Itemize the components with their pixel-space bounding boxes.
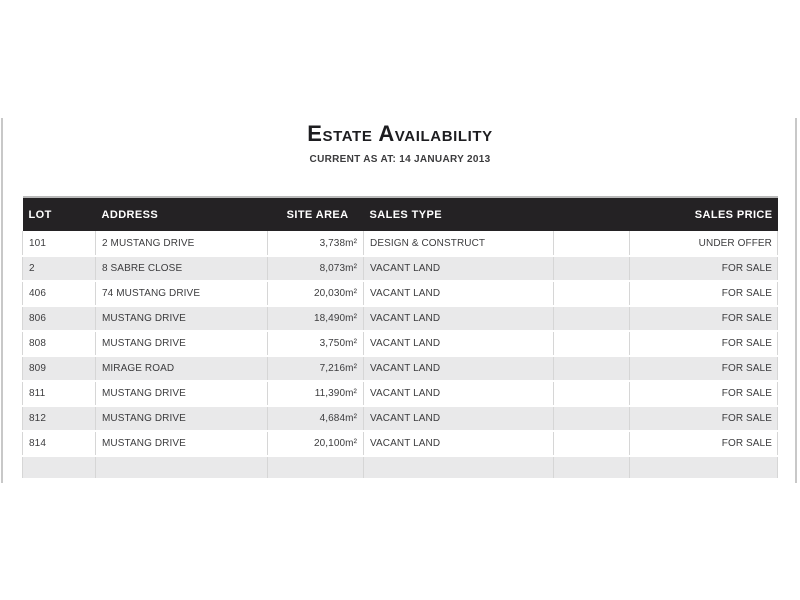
note-cell	[554, 456, 630, 479]
page-subtitle: CURRENT AS AT: 14 JANUARY 2013	[309, 154, 491, 165]
column-header-address: ADDRESS	[96, 197, 268, 231]
sales-price-cell: FOR SALE	[630, 331, 778, 356]
lot-cell: 808	[23, 331, 96, 356]
column-header-lot: LOT	[23, 197, 96, 231]
lot-cell: 814	[23, 431, 96, 456]
table-row	[23, 306, 778, 331]
lot-cell	[23, 456, 96, 479]
site-area-cell	[268, 456, 364, 479]
table-row	[23, 431, 778, 456]
note-cell	[554, 331, 630, 356]
note-cell	[554, 231, 630, 256]
sales-type-cell: VACANT LAND	[364, 281, 554, 306]
sales-price-cell: FOR SALE	[630, 356, 778, 381]
lot-cell: 101	[23, 231, 96, 256]
sales-price-cell: UNDER OFFER	[630, 231, 778, 256]
table-row	[23, 331, 778, 356]
address-cell: MUSTANG DRIVE	[96, 431, 268, 456]
table-header	[23, 197, 778, 231]
table-row	[23, 231, 778, 256]
column-header-sales-price: SALES PRICE	[630, 197, 778, 231]
column-header-sales-type: SALES TYPE	[364, 197, 554, 231]
table-row	[23, 281, 778, 306]
site-area-cell: 11,390m²	[268, 381, 364, 406]
sales-type-cell: VACANT LAND	[364, 256, 554, 281]
site-area-cell: 4,684m²	[268, 406, 364, 431]
note-cell	[554, 406, 630, 431]
note-cell	[554, 256, 630, 281]
sales-price-cell: FOR SALE	[630, 381, 778, 406]
site-area-cell: 20,030m²	[268, 281, 364, 306]
site-area-cell: 7,216m²	[268, 356, 364, 381]
sales-price-cell: FOR SALE	[630, 406, 778, 431]
note-cell	[554, 381, 630, 406]
address-cell: MUSTANG DRIVE	[96, 406, 268, 431]
address-cell: 74 MUSTANG DRIVE	[96, 281, 268, 306]
address-cell: MIRAGE ROAD	[96, 356, 268, 381]
address-cell: 2 MUSTANG DRIVE	[96, 231, 268, 256]
sales-type-cell: VACANT LAND	[364, 306, 554, 331]
page-title: Estate Availability	[307, 121, 493, 146]
page-edge-left	[1, 118, 3, 483]
note-cell	[554, 431, 630, 456]
empty-table-row	[23, 456, 778, 479]
availability-table-container	[22, 196, 777, 480]
sales-price-cell: FOR SALE	[630, 431, 778, 456]
sales-type-cell: VACANT LAND	[364, 406, 554, 431]
sales-type-cell	[364, 456, 554, 479]
column-header-site-area: SITE AREA	[268, 197, 364, 231]
table-row	[23, 256, 778, 281]
address-cell: MUSTANG DRIVE	[96, 306, 268, 331]
address-cell: MUSTANG DRIVE	[96, 381, 268, 406]
sales-price-cell: FOR SALE	[630, 306, 778, 331]
sales-price-cell: FOR SALE	[630, 281, 778, 306]
table-row	[23, 381, 778, 406]
address-cell	[96, 456, 268, 479]
site-area-cell: 8,073m²	[268, 256, 364, 281]
availability-table	[22, 196, 778, 480]
sales-price-cell: FOR SALE	[630, 256, 778, 281]
lot-cell: 809	[23, 356, 96, 381]
lot-cell: 2	[23, 256, 96, 281]
document-header	[0, 122, 800, 165]
sales-type-cell: VACANT LAND	[364, 356, 554, 381]
site-area-cell: 18,490m²	[268, 306, 364, 331]
site-area-cell: 3,750m²	[268, 331, 364, 356]
column-header-blank	[554, 197, 630, 231]
lot-cell: 812	[23, 406, 96, 431]
sales-type-cell: VACANT LAND	[364, 431, 554, 456]
address-cell: MUSTANG DRIVE	[96, 331, 268, 356]
table-row	[23, 406, 778, 431]
address-cell: 8 SABRE CLOSE	[96, 256, 268, 281]
sales-type-cell: VACANT LAND	[364, 381, 554, 406]
sales-price-cell	[630, 456, 778, 479]
lot-cell: 806	[23, 306, 96, 331]
lot-cell: 406	[23, 281, 96, 306]
note-cell	[554, 356, 630, 381]
note-cell	[554, 281, 630, 306]
sales-type-cell: DESIGN & CONSTRUCT	[364, 231, 554, 256]
table-body	[23, 231, 778, 479]
note-cell	[554, 306, 630, 331]
site-area-cell: 20,100m²	[268, 431, 364, 456]
table-row	[23, 356, 778, 381]
lot-cell: 811	[23, 381, 96, 406]
sales-type-cell: VACANT LAND	[364, 331, 554, 356]
page-edge-right	[795, 118, 797, 483]
site-area-cell: 3,738m²	[268, 231, 364, 256]
